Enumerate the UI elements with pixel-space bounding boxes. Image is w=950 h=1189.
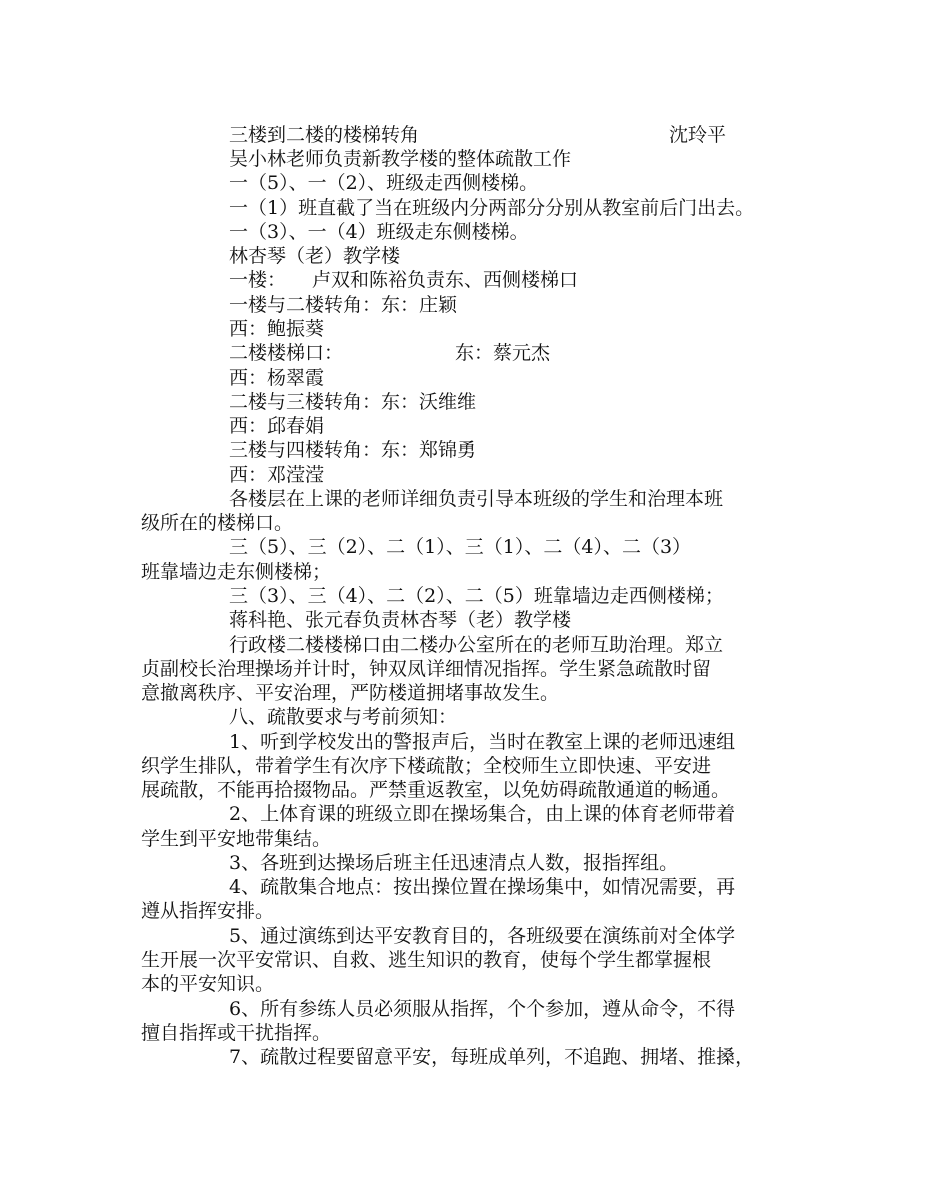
text-line: 行政楼二楼楼梯口由二楼办公室所在的老师互助治理。郑立 xyxy=(229,634,724,656)
text-line: 学生到平安地带集结。 xyxy=(141,828,332,850)
text-line: 展疏散，不能再拾掇物品。严禁重返教室，以免妨碍疏散通道的畅通。 xyxy=(141,779,731,801)
text-line xyxy=(229,123,726,147)
text-line: 一（3）、一（4）班级走东侧楼梯。 xyxy=(229,221,529,243)
text-line: 三（3）、三（4）、二（2）、二（5）班靠墙边走西侧楼梯； xyxy=(229,585,724,607)
text-line: 吴小林老师负责新教学楼的整体疏散工作 xyxy=(229,148,572,170)
text-line: 2、上体育课的班级立即在操场集合，由上课的体育老师带着 xyxy=(229,803,736,825)
line-text: 二楼楼梯口： xyxy=(229,342,344,364)
text-line: 意撤离秩序、平安治理，严防楼道拥堵事故发生。 xyxy=(141,682,560,704)
text-line: 各楼层在上课的老师详细负责引导本班级的学生和治理本班 xyxy=(229,488,724,510)
text-line: 二楼与三楼转角：东：沃维维 xyxy=(229,391,477,413)
text-line: 林杏琴（老）教学楼 xyxy=(229,245,401,267)
text-line: 擅自指挥或干扰指挥。 xyxy=(141,1022,332,1044)
text-line: 三（5）、三（2）、二（1）、三（1）、二（4）、二（3） xyxy=(229,536,692,558)
text-line: 4、疏散集合地点：按出操位置在操场集中，如情况需要，再 xyxy=(229,876,736,898)
text-line: 3、各班到达操场后班主任迅速清点人数，报指挥组。 xyxy=(229,852,679,874)
text-line xyxy=(229,341,550,365)
text-line: 1、听到学校发出的警报声后，当时在教室上课的老师迅速组 xyxy=(229,731,736,753)
line-text-right: 沈玲平 xyxy=(669,124,727,146)
text-line: 7、疏散过程要留意平安，每班成单列，不追跑、拥堵、推搡， xyxy=(229,1046,755,1068)
line-text-right: 卢双和陈裕负责东、西侧楼梯口 xyxy=(312,269,579,291)
line-text: 一楼： xyxy=(229,269,287,291)
text-line: 西：鲍振葵 xyxy=(229,318,325,340)
text-line: 贞副校长治理操场并计时，钟双凤详细情况指挥。学生紧急疏散时留 xyxy=(141,658,712,680)
text-line: 一（1）班直截了当在班级内分两部分分别从教室前后门出去。 xyxy=(229,197,755,219)
text-line: 三楼与四楼转角：东：郑锦勇 xyxy=(229,439,477,461)
text-line: 织学生排队，带着学生有次序下楼疏散；全校师生立即快速、平安进 xyxy=(141,755,712,777)
text-line: 本的平安知识。 xyxy=(141,973,275,995)
text-line: 6、所有参练人员必须服从指挥，个个参加，遵从命令，不得 xyxy=(229,998,736,1020)
text-line xyxy=(229,268,578,292)
text-line: 一楼与二楼转角：东：庄颖 xyxy=(229,294,458,316)
text-line: 八、疏散要求与考前须知： xyxy=(229,706,458,728)
text-line: 班靠墙边走东侧楼梯； xyxy=(141,561,332,583)
text-line: 遵从指挥安排。 xyxy=(141,900,275,922)
text-line: 蒋科艳、张元春负责林杏琴（老）教学楼 xyxy=(229,609,572,631)
line-text: 三楼到二楼的楼梯转角 xyxy=(229,124,420,146)
text-line: 西：邓滢滢 xyxy=(229,464,325,486)
text-line: 5、通过演练到达平安教育目的，各班级要在演练前对全体学 xyxy=(229,925,736,947)
line-text-right: 东：蔡元杰 xyxy=(455,342,551,364)
text-line: 级所在的楼梯口。 xyxy=(141,512,294,534)
text-line: 一（5）、一（2）、班级走西侧楼梯。 xyxy=(229,172,539,194)
text-line: 西：杨翠霞 xyxy=(229,367,325,389)
text-line: 西：邱春娟 xyxy=(229,415,325,437)
text-line: 生开展一次平安常识、自救、逃生知识的教育，使每个学生都掌握根 xyxy=(141,949,712,971)
